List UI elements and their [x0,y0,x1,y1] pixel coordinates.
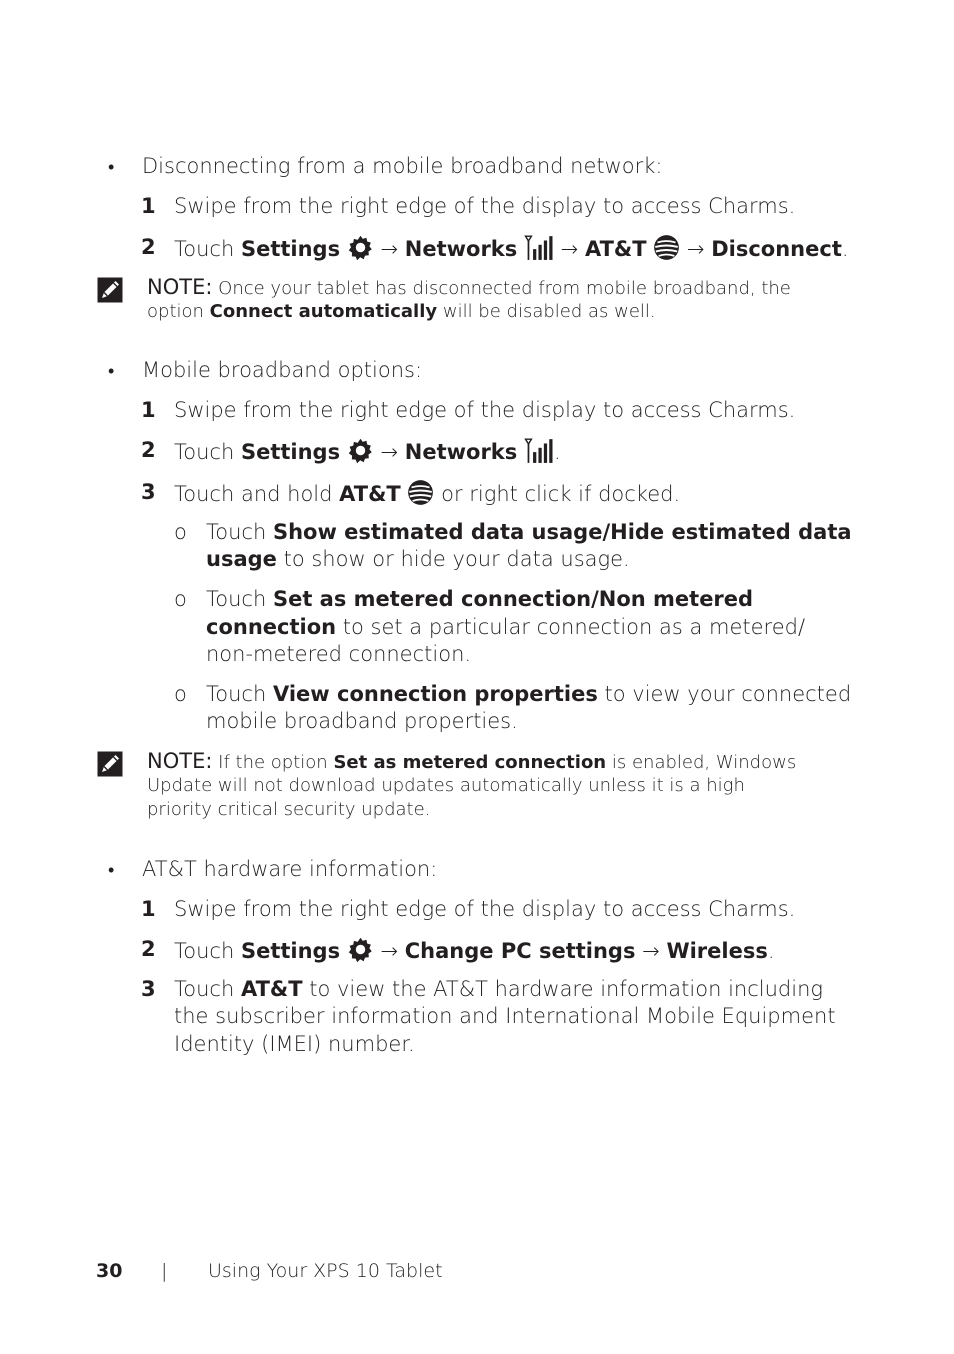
note-line [147,300,656,324]
note-text: Once your tablet has disconnected from mobile broadband, the [218,278,791,299]
networks-label: Networks [404,237,518,261]
att-label: AT&T [339,482,401,506]
footer-title: Using Your XPS 10 Tablet [208,1260,443,1282]
step-text [174,234,849,263]
step-text: Swipe from the right edge of the display to access Charms. [174,897,796,921]
wireless-label: Wireless [666,939,768,963]
bullet-dot: • [108,860,115,881]
step-text: Swipe from the right edge of the display to access Charms. [174,398,796,422]
att-globe-icon [407,479,434,506]
arrow: → [560,237,579,261]
period: . [553,440,561,464]
section-heading: Mobile broadband options: [142,358,423,382]
note-label: NOTE: [147,275,213,299]
sub-text-line: mobile broadband properties. [206,709,518,733]
step-number: 1 [141,897,156,921]
step-text-tail: or right click if docked. [441,482,681,506]
bullet-item [108,153,114,181]
step-number: 1 [141,398,156,422]
arrow: → [642,939,660,963]
note-line [147,275,791,301]
section-heading: Disconnecting from a mobile broadband network: [142,154,663,178]
note-bold: Set as metered connection [333,752,607,773]
sub-text-line: non-metered connection. [206,642,472,666]
note-line: Update will not download updates automatically unless it is a high [147,775,745,796]
note-text: is enabled, Windows [611,752,797,773]
step-number: 3 [141,977,156,1001]
bullet-dot: • [108,157,115,178]
step-text [174,437,561,466]
att-label: AT&T [584,237,647,261]
sub-text-line [206,614,805,641]
sub-text-line [206,681,851,708]
option-label: Show estimated data usage/Hide estimated data [272,520,852,544]
touch-word: Touch [174,237,235,261]
touch-word: Touch [174,977,235,1001]
note-text: If the option [218,752,328,773]
note-text: option [147,301,204,322]
sub-marker: o [174,520,187,544]
sub-text-line [206,586,753,613]
att-label: AT&T [240,977,303,1001]
touch-word: Touch [174,440,235,464]
option-label: usage [206,547,277,571]
step-text [174,976,823,1003]
bullet-item [108,856,114,884]
option-label: connection [206,615,337,639]
step-number: 2 [141,235,156,259]
disconnect-label: Disconnect [711,237,842,261]
sub-text: to set a particular connection as a metered/ [342,615,806,639]
sub-text-line [206,546,630,573]
note-line [147,749,796,775]
note-line: priority critical security update. [147,799,431,820]
arrow: → [380,440,399,464]
step-text: Swipe from the right edge of the display to access Charms. [174,194,796,218]
step-text-tail: to view the AT&T hardware information including [309,977,823,1001]
arrow: → [380,237,399,261]
arrow: → [686,237,705,261]
step-number: 1 [141,194,156,218]
arrow: → [380,939,399,963]
networks-label: Networks [404,440,518,464]
sub-marker: o [174,682,187,706]
step-number: 3 [141,480,156,504]
note-label: NOTE: [147,749,213,773]
gear-icon [347,936,374,963]
period: . [841,237,849,261]
touch-word: Touch [174,939,235,963]
step-text: Identity (IMEI) number. [174,1032,415,1056]
signal-icon [524,437,554,464]
footer-separator: | [161,1260,168,1282]
section-heading: AT&T hardware information: [142,857,438,881]
period: . [767,939,775,963]
option-label: View connection properties [272,682,598,706]
att-globe-icon [653,234,680,261]
touch-word: Touch [206,587,267,611]
signal-icon [524,234,554,261]
bullet-item [108,357,114,385]
bullet-dot: • [108,361,115,382]
note-pencil-icon [97,277,123,303]
step-text [174,479,680,508]
sub-text: to view your connected [604,682,852,706]
note-text: will be disabled as well. [442,301,656,322]
option-label: Set as metered connection/Non metered [272,587,754,611]
gear-icon [347,234,374,261]
change-pc-settings-label: Change PC settings [404,939,636,963]
sub-text: to show or hide your data usage. [283,547,630,571]
note-bold: Connect automatically [209,301,438,322]
touch-word: Touch and hold [174,482,333,506]
page-number: 30 [96,1260,123,1282]
note-pencil-icon [97,751,123,777]
settings-label: Settings [240,939,341,963]
touch-word: Touch [206,682,267,706]
step-text: the subscriber information and International Mobile Equipment [174,1004,836,1028]
settings-label: Settings [240,440,341,464]
settings-label: Settings [240,237,341,261]
sub-text-line [206,519,852,546]
step-text [174,936,775,965]
step-number: 2 [141,937,156,961]
step-number: 2 [141,438,156,462]
sub-marker: o [174,587,187,611]
touch-word: Touch [206,520,267,544]
gear-icon [347,437,374,464]
